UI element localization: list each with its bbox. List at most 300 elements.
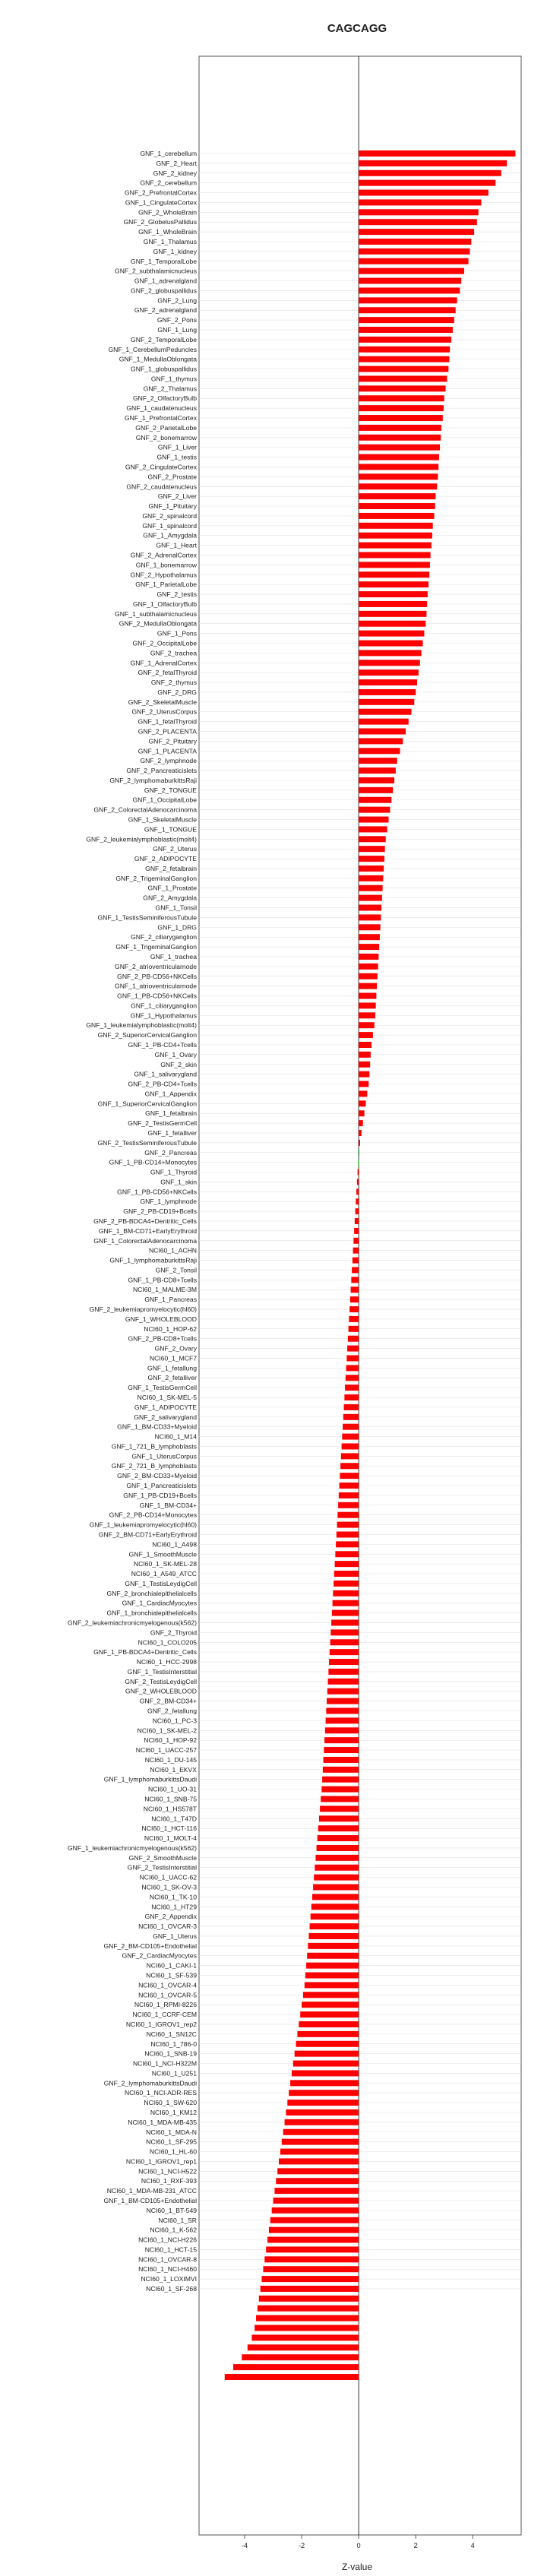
category-label: NCI60_1_MCF7 bbox=[149, 1354, 197, 1362]
category-label: GNF_2_DRG bbox=[157, 688, 197, 696]
category-label: GNF_1_ciliaryganglion bbox=[131, 1002, 197, 1010]
bar bbox=[359, 445, 440, 451]
bar bbox=[359, 180, 495, 186]
x-tick-label: 0 bbox=[356, 2542, 361, 2549]
category-label: GNF_1_Thyroid bbox=[150, 1168, 197, 1176]
category-label: GNF_2_lymphomaburkittsRaji bbox=[109, 776, 197, 784]
bar bbox=[359, 944, 379, 950]
category-label: GNF_1_OccipitalLobe bbox=[132, 796, 197, 804]
category-label: GNF_1_PB-CD56+NKCells bbox=[117, 1188, 197, 1196]
bar bbox=[359, 591, 428, 597]
category-label: GNF_1_SkeletalMuscle bbox=[128, 815, 197, 824]
category-label: NCI60_1_UO-31 bbox=[147, 1785, 197, 1793]
bar bbox=[321, 1796, 359, 1802]
category-label: NCI60_1_SK-OV-3 bbox=[141, 1883, 197, 1891]
bar bbox=[359, 699, 414, 705]
category-label: GNF_1_fetallung bbox=[147, 1364, 197, 1372]
category-label: GNF_1_leukemialymphoblastic(molt4) bbox=[86, 1021, 197, 1030]
bar bbox=[351, 1277, 359, 1283]
bar bbox=[359, 601, 427, 607]
category-label: NCI60_1_OVCAR-8 bbox=[138, 2255, 197, 2264]
category-label: GNF_1_Pons bbox=[157, 629, 197, 638]
category-label: GNF_1_Pituitary bbox=[148, 502, 197, 511]
bar bbox=[277, 2168, 359, 2174]
bar bbox=[330, 1649, 359, 1655]
bar bbox=[359, 1042, 372, 1048]
category-label: GNF_2_fetalbrain bbox=[145, 864, 197, 872]
category-label: NCI60_1_SF-295 bbox=[146, 2138, 197, 2146]
category-label: NCI60_1_SF-539 bbox=[146, 1971, 197, 1979]
bar bbox=[359, 934, 380, 940]
category-label: NCI60_1_HCT-116 bbox=[141, 1824, 197, 1833]
bar bbox=[359, 621, 425, 627]
bar bbox=[359, 836, 386, 842]
bar bbox=[255, 2325, 359, 2331]
category-label: NCI60_1_SNB-75 bbox=[144, 1795, 197, 1803]
bar bbox=[359, 199, 481, 205]
bar bbox=[353, 1248, 359, 1254]
category-label: GNF_1_BM-CD33+Myeloid bbox=[117, 1422, 197, 1431]
category-label: GNF_2_BM-CD105+Endothelial bbox=[103, 1941, 197, 1950]
bar bbox=[233, 2364, 359, 2370]
category-label: GNF_2_Lung bbox=[157, 296, 197, 305]
category-label: GNF_2_WholeBrain bbox=[138, 208, 197, 217]
category-label: NCI60_1_M14 bbox=[154, 1432, 197, 1441]
x-tick-label: 2 bbox=[413, 2542, 418, 2549]
category-label: GNF_2_trachea bbox=[150, 649, 197, 657]
category-label: NCI60_1_786-0 bbox=[150, 2040, 197, 2048]
bar bbox=[289, 2090, 359, 2096]
bar bbox=[359, 1090, 367, 1097]
category-label: GNF_1_TestisGermCell bbox=[128, 1384, 197, 1392]
category-label: GNF_1_bonemarrow bbox=[135, 561, 197, 569]
category-label: GNF_2_WHOLEBLOOD bbox=[125, 1687, 197, 1695]
bar bbox=[290, 2080, 359, 2086]
bar bbox=[349, 1316, 359, 1322]
category-label: GNF_2_ciliaryganglion bbox=[131, 933, 197, 941]
bar bbox=[325, 1727, 359, 1733]
category-label: GNF_1_SuperiorCervicalGanglion bbox=[97, 1100, 197, 1108]
category-label: GNF_2_leukemiachronicmyelogenous(k562) bbox=[67, 1619, 197, 1627]
bar bbox=[341, 1453, 359, 1459]
category-label: NCI60_1_NCI-H322M bbox=[132, 2059, 197, 2068]
category-label: GNF_2_PB-CD56+NKCells bbox=[117, 972, 197, 980]
category-label: NCI60_1_T47D bbox=[151, 1815, 197, 1823]
bar bbox=[242, 2354, 359, 2360]
bar bbox=[354, 1228, 359, 1234]
category-label: GNF_1_Tonsil bbox=[155, 903, 197, 912]
bar bbox=[359, 356, 449, 362]
category-label: GNF_1_bronchialepithelialcells bbox=[106, 1609, 197, 1617]
category-label: GNF_1_PB-CD4+Tcells bbox=[128, 1040, 197, 1049]
category-label: GNF_2_OlfactoryBulb bbox=[132, 394, 197, 403]
bar bbox=[359, 1022, 375, 1028]
category-label: GNF_1_lymphomaburkittsRaji bbox=[109, 1256, 197, 1264]
bar bbox=[327, 1688, 359, 1695]
category-label: GNF_1_ADIPOCYTE bbox=[134, 1403, 197, 1411]
bar bbox=[225, 2374, 359, 2380]
bar bbox=[353, 1258, 359, 1264]
bar bbox=[323, 1767, 359, 1773]
bar bbox=[286, 2109, 359, 2116]
bar bbox=[302, 2002, 359, 2008]
bar bbox=[311, 1904, 359, 1910]
bar bbox=[359, 719, 409, 725]
category-label: NCI60_1_SN12C bbox=[146, 2030, 197, 2038]
bar bbox=[357, 1179, 359, 1185]
x-tick-label: 4 bbox=[470, 2542, 475, 2549]
category-label: GNF_1_Ovary bbox=[154, 1050, 197, 1059]
bar bbox=[351, 1286, 359, 1293]
category-label: GNF_2_ADIPOCYTE bbox=[134, 855, 197, 863]
bar bbox=[359, 503, 435, 509]
category-label: GNF_1_WholeBrain bbox=[138, 228, 197, 236]
category-label: NCI60_1_MDA-MB-231_ATCC bbox=[106, 2187, 197, 2195]
bar bbox=[326, 1707, 359, 1714]
bar bbox=[303, 1992, 359, 1998]
bar bbox=[359, 1081, 368, 1087]
category-label: GNF_2_TestisGermCell bbox=[128, 1119, 197, 1128]
category-label: GNF_2_Heart bbox=[156, 159, 197, 167]
bar bbox=[292, 2070, 359, 2076]
bar bbox=[334, 1581, 359, 1587]
category-label: GNF_1_adrenalgland bbox=[134, 277, 197, 285]
bar bbox=[359, 347, 450, 353]
bar bbox=[330, 1639, 359, 1645]
bar bbox=[330, 1629, 359, 1635]
bar bbox=[359, 817, 388, 823]
bar bbox=[359, 258, 468, 264]
bar bbox=[359, 885, 383, 891]
bar bbox=[329, 1659, 359, 1665]
category-label: GNF_2_fetalThyroid bbox=[138, 669, 197, 677]
bar bbox=[359, 826, 387, 832]
bar bbox=[335, 1551, 359, 1557]
category-label: NCI60_1_K-562 bbox=[150, 2226, 197, 2234]
category-label: GNF_2_kidney bbox=[153, 169, 197, 177]
category-label: GNF_1_CardiacMyocytes bbox=[122, 1599, 197, 1607]
category-label: GNF_2_Pons bbox=[157, 316, 197, 324]
category-label: GNF_2_CingulateCortex bbox=[125, 463, 197, 471]
category-label: GNF_2_salivarygland bbox=[134, 1413, 197, 1421]
category-label: GNF_2_fetallung bbox=[147, 1707, 197, 1715]
category-label: GNF_2_Liver bbox=[157, 492, 197, 501]
bar bbox=[333, 1590, 359, 1597]
category-label: NCI60_1_BT-549 bbox=[146, 2206, 197, 2214]
bar bbox=[359, 964, 378, 970]
bar bbox=[295, 2051, 359, 2057]
bar bbox=[345, 1385, 359, 1391]
bar bbox=[318, 1835, 359, 1841]
bar bbox=[356, 1188, 359, 1195]
category-label: NCI60_1_KM12 bbox=[150, 2108, 197, 2116]
category-label: GNF_2_Appendix bbox=[144, 1913, 197, 1921]
bar bbox=[359, 268, 464, 274]
bar bbox=[359, 581, 428, 587]
category-label: GNF_1_spinalcord bbox=[142, 521, 197, 530]
category-label: GNF_2_SkeletalMuscle bbox=[128, 698, 197, 706]
bar bbox=[355, 1218, 359, 1224]
category-label: GNF_2_PB-CD8+Tcells bbox=[128, 1334, 197, 1343]
category-label: GNF_2_bronchialepithelialcells bbox=[106, 1589, 197, 1597]
category-label: GNF_2_Pituitary bbox=[148, 737, 197, 745]
category-label: NCI60_1_NCI-ADR-RES bbox=[124, 2089, 197, 2097]
bar bbox=[262, 2276, 359, 2282]
category-label: GNF_1_thymus bbox=[150, 375, 197, 383]
category-label: GNF_1_CerebellumPeduncles bbox=[108, 345, 197, 353]
x-tick-label: -2 bbox=[298, 2542, 305, 2549]
category-label: NCI60_1_U251 bbox=[151, 2069, 197, 2078]
bar bbox=[359, 435, 441, 441]
bar bbox=[359, 1012, 375, 1018]
category-label: GNF_2_Ovary bbox=[154, 1344, 197, 1353]
bar bbox=[359, 562, 430, 568]
bar bbox=[342, 1443, 359, 1449]
category-label: GNF_1_kidney bbox=[153, 247, 197, 255]
bar bbox=[353, 1238, 359, 1244]
category-label: NCI60_1_MALME-3M bbox=[132, 1286, 197, 1294]
category-label: GNF_2_PLACENTA bbox=[138, 727, 197, 736]
category-label: GNF_2_OccipitalLobe bbox=[132, 639, 197, 647]
bar bbox=[333, 1600, 359, 1606]
bar bbox=[307, 1953, 359, 1959]
bar bbox=[358, 1169, 359, 1176]
bar bbox=[320, 1805, 359, 1812]
bar bbox=[334, 1571, 359, 1577]
bar bbox=[266, 2246, 359, 2252]
bar bbox=[359, 229, 474, 235]
bar bbox=[324, 1737, 359, 1743]
category-label: GNF_2_spinalcord bbox=[142, 511, 197, 520]
category-label: NCI60_1_MDA-N bbox=[146, 2128, 197, 2136]
category-label: GNF_1_BM-CD71+EarlyErythroid bbox=[98, 1226, 197, 1235]
bar bbox=[296, 2041, 359, 2047]
category-label: GNF_2_PB-CD4+Tcells bbox=[128, 1080, 197, 1088]
category-label: NCI60_1_PC-3 bbox=[152, 1717, 197, 1725]
category-label: NCI60_1_TK-10 bbox=[149, 1893, 197, 1901]
bar bbox=[279, 2158, 359, 2164]
bar bbox=[359, 287, 460, 293]
category-label: GNF_2_subthalamicnucleus bbox=[115, 267, 197, 275]
category-label: GNF_2_Uterus bbox=[153, 845, 197, 853]
bar bbox=[359, 366, 448, 372]
bar bbox=[359, 669, 419, 676]
category-label: GNF_1_Prostate bbox=[147, 884, 197, 892]
bar bbox=[358, 1160, 359, 1166]
category-label: GNF_2_MedullaOblongata bbox=[119, 619, 197, 628]
category-label: GNF_1_leukemiachronicmyelogenous(k562) bbox=[67, 1843, 197, 1852]
bar bbox=[313, 1885, 359, 1891]
category-label: GNF_1_PB-CD8+Tcells bbox=[128, 1276, 197, 1284]
bar bbox=[347, 1346, 359, 1352]
category-label: NCI60_1_HOP-92 bbox=[144, 1736, 197, 1745]
bar bbox=[326, 1717, 359, 1723]
category-label: GNF_1_TestisSeminiferousTubule bbox=[97, 913, 197, 922]
category-label: GNF_1_TestisLeydigCell bbox=[125, 1579, 197, 1587]
bar bbox=[359, 170, 501, 176]
category-label: GNF_2_thymus bbox=[150, 679, 197, 687]
bar bbox=[359, 660, 420, 666]
category-label: GNF_1_Lung bbox=[157, 326, 197, 334]
bar bbox=[359, 552, 431, 558]
bar bbox=[359, 297, 457, 303]
category-label: GNF_1_TrigeminalGanglion bbox=[115, 943, 197, 951]
bar bbox=[287, 2100, 359, 2106]
bar bbox=[359, 473, 438, 479]
bar bbox=[359, 611, 426, 617]
category-label: GNF_1_PB-CD14+Monocytes bbox=[109, 1158, 197, 1166]
category-label: NCI60_1_NCI-H460 bbox=[138, 2265, 197, 2274]
category-label: GNF_1_MedullaOblongata bbox=[119, 355, 197, 363]
bar bbox=[321, 1786, 359, 1793]
category-label: NCI60_1_IGROV1_rep2 bbox=[125, 2020, 197, 2028]
category-label: GNF_1_skin bbox=[160, 1178, 197, 1186]
bar bbox=[312, 1894, 359, 1900]
bar bbox=[359, 405, 444, 411]
category-label: NCI60_1_COLO205 bbox=[138, 1638, 197, 1647]
bar bbox=[359, 307, 456, 313]
bar bbox=[359, 219, 477, 225]
bar bbox=[359, 797, 391, 803]
category-label: NCI60_1_SK-MEL-2 bbox=[137, 1726, 197, 1735]
category-label: GNF_2_PB-CD19+Bcells bbox=[123, 1207, 197, 1216]
bar bbox=[340, 1483, 359, 1489]
x-axis-ticks bbox=[242, 2535, 475, 2549]
category-label: GNF_1_Amygdala bbox=[143, 531, 197, 540]
category-label: GNF_1_CingulateCortex bbox=[125, 198, 197, 207]
category-label: GNF_1_PrefrontalCortex bbox=[124, 414, 197, 422]
bar bbox=[318, 1825, 359, 1831]
category-label: NCI60_1_HL-60 bbox=[149, 2147, 197, 2156]
bar bbox=[359, 1140, 360, 1146]
bar bbox=[359, 846, 385, 852]
category-label: NCI60_1_SK-MEL-28 bbox=[133, 1560, 197, 1568]
category-label: GNF_1_atrioventricularnode bbox=[115, 982, 197, 990]
category-label: GNF_2_lymphnode bbox=[140, 757, 197, 765]
category-label: GNF_2_TestisInterstitial bbox=[127, 1863, 197, 1872]
category-label: GNF_2_ColorectalAdenocarcinoma bbox=[93, 805, 197, 814]
bar bbox=[308, 1943, 359, 1949]
bar bbox=[340, 1463, 359, 1469]
category-label: GNF_2_721_B_lymphoblasts bbox=[111, 1462, 197, 1470]
category-label: GNF_2_skin bbox=[160, 1060, 197, 1068]
bar bbox=[359, 543, 432, 549]
bar bbox=[283, 2129, 359, 2135]
category-label: GNF_2_ParietalLobe bbox=[135, 423, 197, 432]
category-label: NCI60_1_CAKI-1 bbox=[146, 1961, 197, 1970]
category-label: GNF_1_testis bbox=[157, 453, 197, 461]
category-label: NCI60_1_A549_ATCC bbox=[131, 1570, 197, 1578]
category-label: GNF_2_globuspallidus bbox=[131, 286, 197, 295]
category-label: GNF_2_BM-CD71+EarlyErythroid bbox=[98, 1530, 197, 1539]
bar bbox=[274, 2188, 359, 2194]
bar bbox=[338, 1502, 359, 1508]
category-label: NCI60_1_UACC-257 bbox=[135, 1746, 197, 1755]
category-label: GNF_2_Tonsil bbox=[155, 1266, 197, 1274]
category-label: GNF_2_Thyroid bbox=[150, 1628, 197, 1637]
category-label: GNF_1_ParietalLobe bbox=[135, 581, 197, 589]
category-label: GNF_1_AdrenalCortex bbox=[130, 659, 197, 667]
category-label: NCI60_1_HS578T bbox=[143, 1805, 197, 1813]
category-label: NCI60_1_DU-145 bbox=[144, 1755, 197, 1764]
category-label: GNF_2_Prostate bbox=[147, 473, 197, 481]
bar bbox=[359, 317, 454, 323]
category-label: GNF_2_TrigeminalGanglion bbox=[115, 874, 197, 882]
category-label: NCI60_1_RXF-393 bbox=[141, 2177, 197, 2185]
category-label: GNF_1_lymphomaburkittsDaudi bbox=[103, 1775, 197, 1783]
bar bbox=[276, 2178, 359, 2184]
bar bbox=[359, 777, 394, 783]
bar bbox=[269, 2227, 359, 2233]
bar bbox=[350, 1296, 359, 1302]
bar bbox=[346, 1365, 359, 1371]
category-label: GNF_2_Hypothalamus bbox=[130, 571, 197, 579]
bar bbox=[256, 2315, 359, 2321]
bar bbox=[359, 337, 451, 343]
category-label: NCI60_1_SK-MEL-5 bbox=[137, 1394, 197, 1402]
bar bbox=[359, 190, 489, 196]
category-label: GNF_1_PB-CD56+NKCells bbox=[117, 992, 197, 1000]
category-label: GNF_1_BM-CD105+Endothelial bbox=[103, 2196, 197, 2204]
category-label: GNF_2_GlobelusPallidus bbox=[123, 218, 197, 226]
bar bbox=[280, 2149, 359, 2155]
bar bbox=[315, 1865, 359, 1871]
category-label: GNF_1_Appendix bbox=[144, 1090, 197, 1098]
category-label: GNF_2_TemporalLobe bbox=[131, 335, 197, 343]
category-label: NCI60_1_EKVX bbox=[150, 1765, 197, 1774]
bar bbox=[348, 1336, 359, 1342]
bar bbox=[359, 513, 434, 519]
bar bbox=[359, 248, 470, 255]
bar bbox=[337, 1512, 359, 1518]
bar bbox=[267, 2237, 359, 2243]
category-label: GNF_1_OlfactoryBulb bbox=[132, 600, 197, 608]
bar bbox=[324, 1757, 359, 1763]
bar bbox=[293, 2061, 359, 2067]
category-label: GNF_1_lymphnode bbox=[140, 1198, 197, 1206]
bar bbox=[359, 973, 378, 979]
bar bbox=[274, 2198, 359, 2204]
category-label: GNF_2_BM-CD34+ bbox=[139, 1697, 197, 1705]
bar bbox=[359, 905, 381, 911]
category-label: GNF_1_globuspallidus bbox=[131, 365, 197, 373]
category-label: NCI60_1_CCRF-CEM bbox=[132, 2011, 197, 2019]
x-axis-label: Z-value bbox=[341, 2562, 373, 2572]
bar bbox=[340, 1473, 359, 1479]
bar bbox=[359, 1071, 369, 1078]
bar bbox=[259, 2296, 359, 2302]
category-label: GNF_2_adrenalgland bbox=[134, 306, 197, 315]
bar bbox=[359, 914, 381, 920]
category-label: GNF_2_leukemialymphoblastic(molt4) bbox=[86, 835, 197, 843]
bar bbox=[359, 748, 400, 754]
category-label: NCI60_1_MOLT-4 bbox=[144, 1834, 197, 1843]
category-label: GNF_1_Hypothalamus bbox=[130, 1011, 197, 1020]
bar bbox=[359, 954, 378, 960]
category-label: GNF_2_Pancreas bbox=[144, 1148, 197, 1157]
bar bbox=[261, 2286, 359, 2292]
bar bbox=[305, 1973, 359, 1979]
category-label: GNF_2_PB-BDCA4+Dentritic_Cells bbox=[93, 1217, 197, 1225]
bar bbox=[344, 1394, 359, 1400]
category-label: GNF_1_Pancreaticislets bbox=[126, 1482, 197, 1490]
bar bbox=[328, 1669, 359, 1675]
bar bbox=[315, 1855, 359, 1861]
bar bbox=[359, 640, 422, 646]
bar bbox=[359, 483, 437, 489]
bar bbox=[359, 856, 384, 862]
category-label: NCI60_1_NCI-H226 bbox=[138, 2236, 197, 2244]
